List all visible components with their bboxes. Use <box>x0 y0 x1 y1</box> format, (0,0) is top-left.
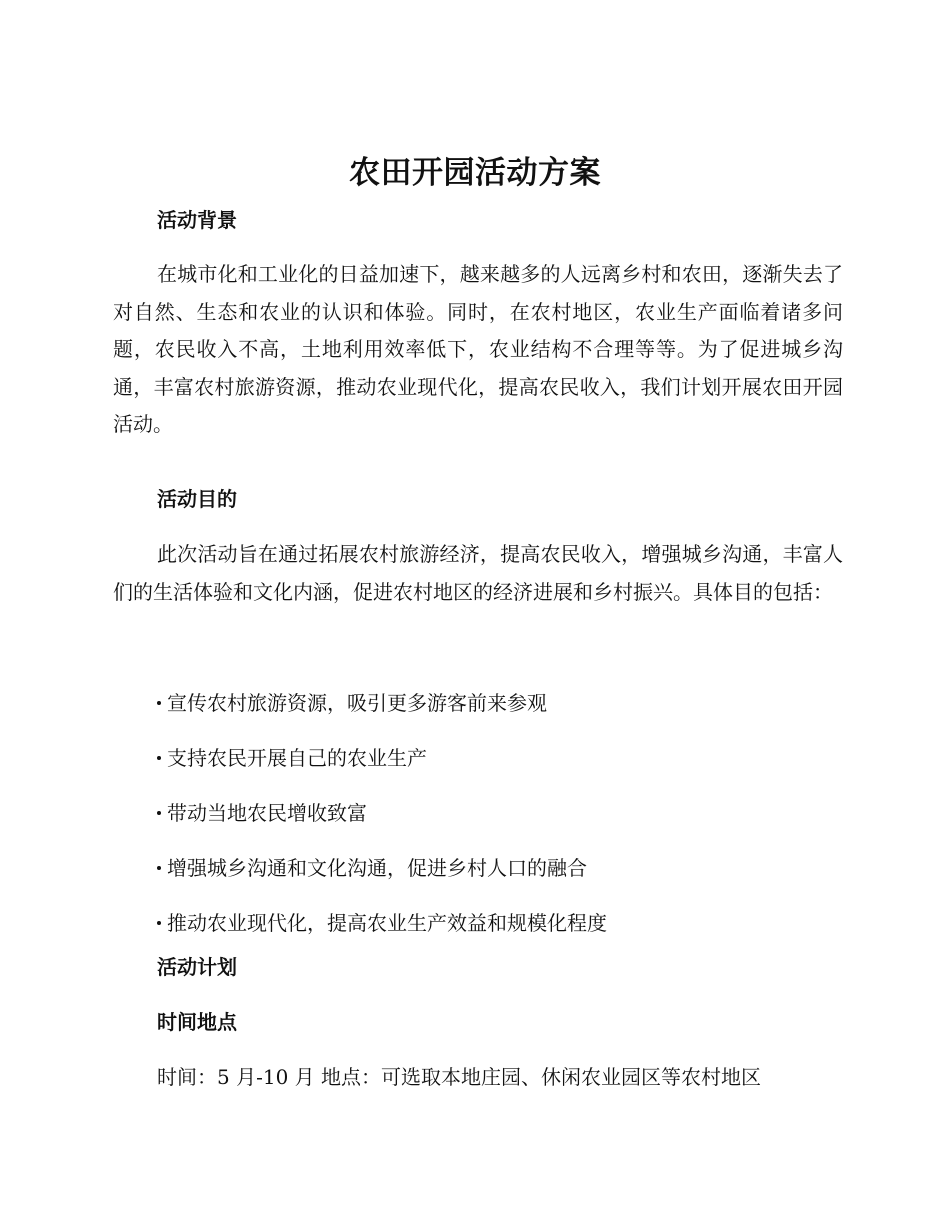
purpose-bullet-list <box>157 675 857 950</box>
section-heading-background: 活动背景 <box>157 208 237 232</box>
bullet-item <box>157 840 857 895</box>
bullet-dot-icon <box>157 921 161 925</box>
bullet-text: 推动农业现代化，提高农业生产效益和规模化程度 <box>167 910 607 935</box>
section-heading-plan: 活动计划 <box>157 955 237 979</box>
document-title: 农田开园活动方案 <box>349 155 601 191</box>
section-heading-time-place: 时间地点 <box>157 1010 237 1034</box>
bullet-item <box>157 730 857 785</box>
background-paragraph: 在城市化和工业化的日益加速下，越来越多的人远离乡村和农田，逐渐失去了对自然、生态和农业的认识和体验。同时，在农村地区，农业生产面临着诸多问题，农民收入不高，土地利用效率低下，农业结构不合理等等。为了促进城乡沟通，丰富农村旅游资源，推动农业现代化，提高农民收入，我们计划开展农田开园活动。 <box>113 262 843 436</box>
bullet-item <box>157 675 857 730</box>
bullet-text: 增强城乡沟通和文化沟通，促进乡村人口的融合 <box>167 855 587 880</box>
bullet-dot-icon <box>157 811 161 815</box>
bullet-dot-icon <box>157 701 161 705</box>
bullet-text: 宣传农村旅游资源，吸引更多游客前来参观 <box>167 690 547 715</box>
purpose-paragraph: 此次活动旨在通过拓展农村旅游经济，提高农民收入，增强城乡沟通，丰富人们的生活体验和文化内涵，促进农村地区的经济进展和乡村振兴。具体目的包括： <box>113 542 843 604</box>
bullet-dot-icon <box>157 756 161 760</box>
bullet-dot-icon <box>157 866 161 870</box>
bullet-text: 带动当地农民增收致富 <box>167 800 367 825</box>
time-place-line: 时间：5 月-10 月 地点：可选取本地庄园、休闲农业园区等农村地区 <box>157 1065 762 1089</box>
bullet-item <box>157 895 857 950</box>
bullet-text: 支持农民开展自己的农业生产 <box>167 745 427 770</box>
section-heading-purpose: 活动目的 <box>157 487 237 511</box>
bullet-item <box>157 785 857 840</box>
